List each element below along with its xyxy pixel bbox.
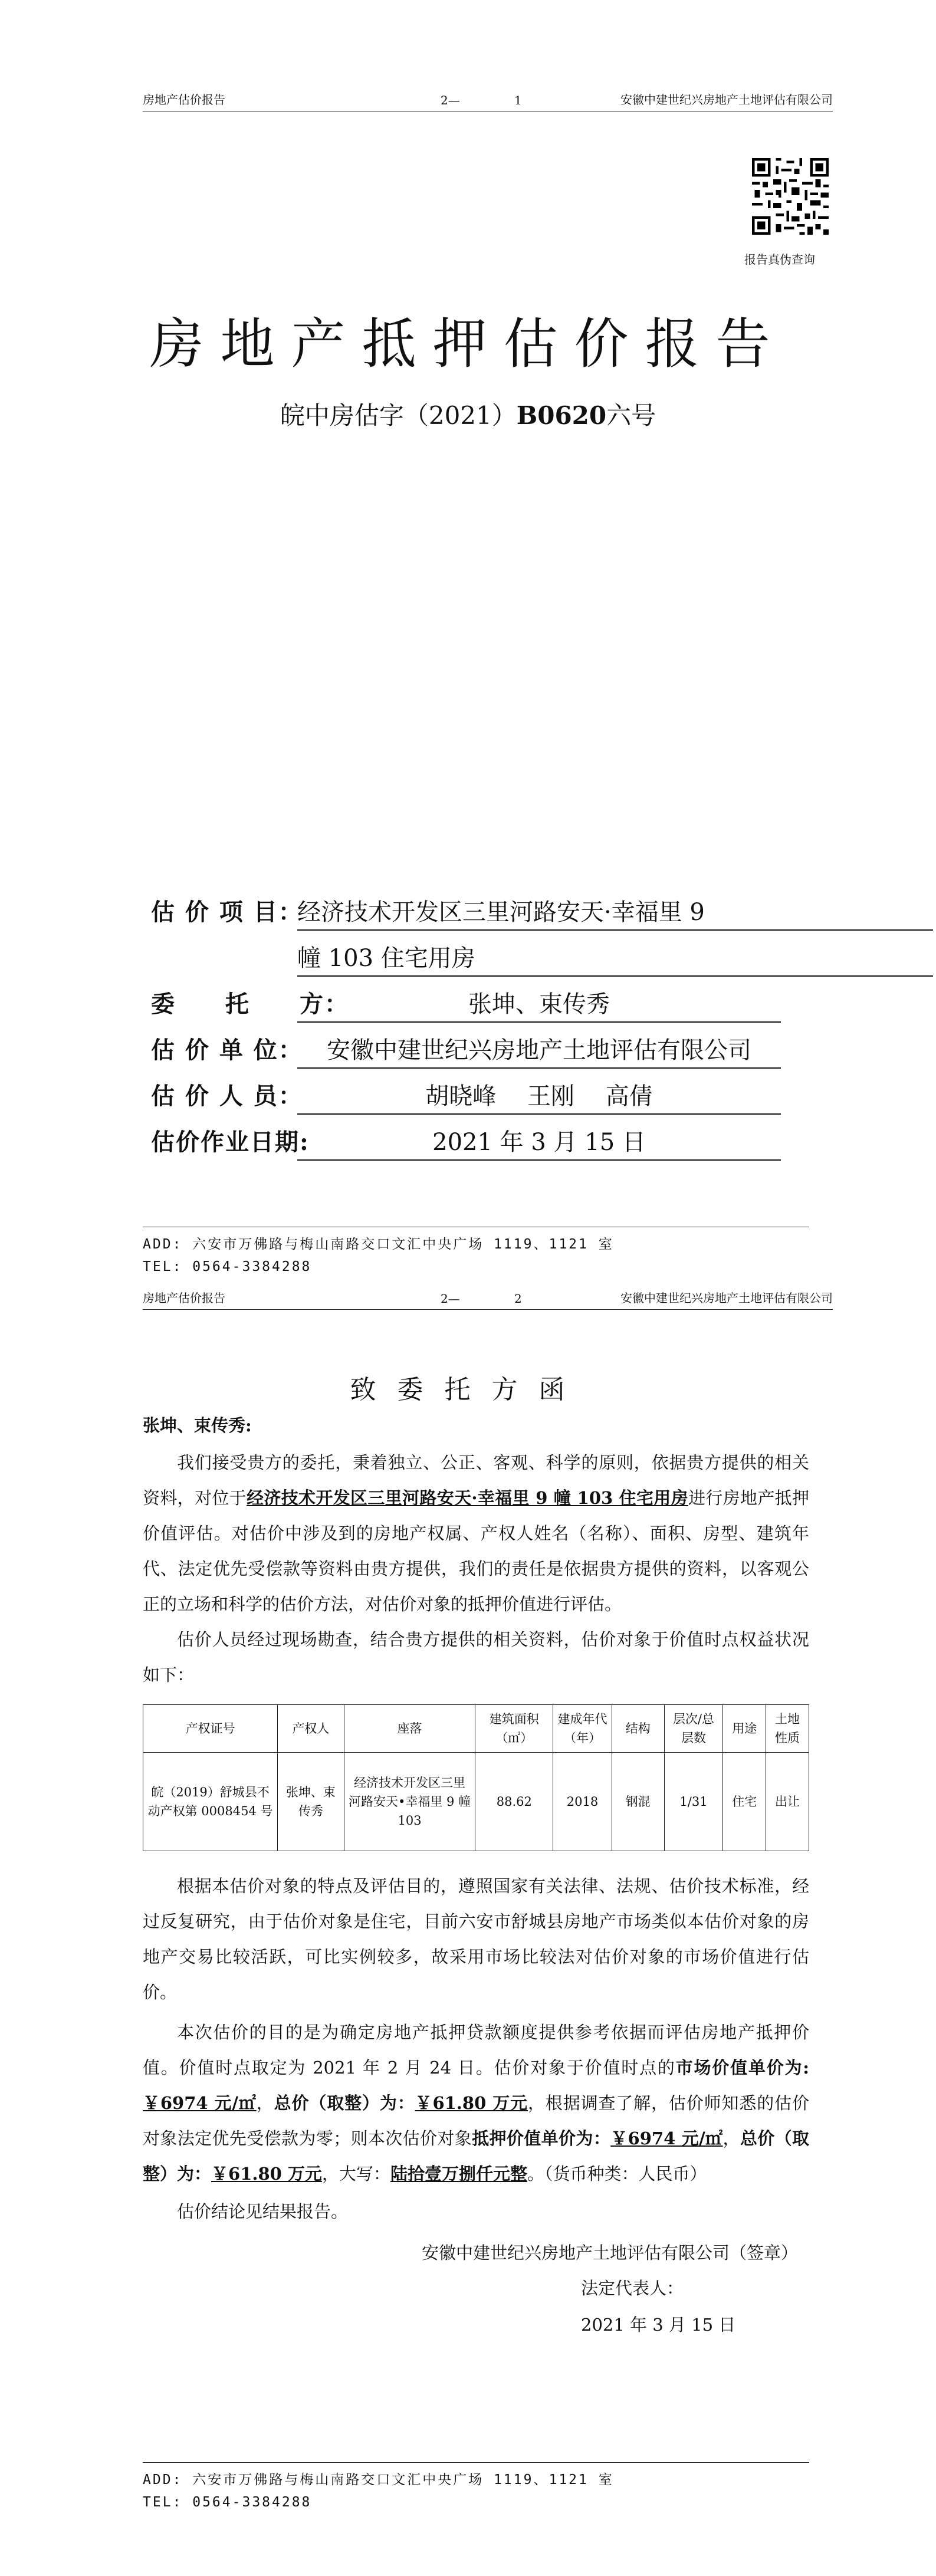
para4-market-unit-price: ￥6974 元/㎡ bbox=[143, 2093, 257, 2113]
header-page-dash: 2— bbox=[441, 93, 460, 107]
para4-text: ，大写： bbox=[321, 2164, 390, 2184]
report-title: 房地产抵押估价报告 bbox=[149, 313, 787, 376]
field-staff-label: 估 价 人 员： bbox=[151, 1082, 303, 1110]
paragraph-intro bbox=[143, 1445, 809, 1622]
table-cell: 2018 bbox=[553, 1753, 612, 1851]
qr-code-label: 报告真伪查询 bbox=[744, 252, 815, 267]
table-header-cell: 用途 bbox=[723, 1705, 766, 1753]
paragraph-method bbox=[143, 1868, 809, 2010]
para4-text: ，根据调查了解，估价师知悉的估价对象法定优先受偿款为零 bbox=[143, 2093, 809, 2148]
para5-text: 估价结论见结果报告。 bbox=[177, 2202, 349, 2222]
table-header-cell: 建筑面积（㎡） bbox=[475, 1705, 553, 1753]
header-left: 房地产估价报告 bbox=[143, 93, 225, 107]
table-header-row bbox=[143, 1705, 809, 1753]
document-number-suffix: 六号 bbox=[606, 401, 656, 430]
signature-company: 安徽中建世纪兴房地产土地评估有限公司（签章） bbox=[422, 2243, 799, 2263]
para1-property-address: 经济技术开发区三里河路安天·幸福里 9 幢 103 住宅用房 bbox=[247, 1488, 688, 1508]
header-page-dash: 2— bbox=[441, 1292, 460, 1306]
para1-text-c: 进行房地产抵押价值评估。对估价中涉及到的房地产权属、产权人姓名（名称）、面积、房型、建筑年代、法定优先受偿款等资料由贵方提供，我们的责任是依据贵方提供的资料，以客观公正的立场和科学的估价方法，对估价对象的抵押价值进行评估。 bbox=[143, 1488, 809, 1614]
table-header-cell: 产权人 bbox=[278, 1705, 344, 1753]
field-project-label: 估 价 项 目： bbox=[151, 898, 303, 926]
table-row bbox=[143, 1753, 809, 1851]
para4-mortgage-unit-price: ￥6974 元/㎡ bbox=[610, 2128, 723, 2148]
para4-mortgage-total-label: 总价（取整）为： bbox=[143, 2128, 809, 2184]
para3-text: 根据本估价对象的特点及评估目的，遵照国家有关法律、法规、估价技术标准，经过反复研究，由于估价对象是住宅，目前六安市舒城县房地产市场类似本估价对象的房地产交易比较活跃，可比实例较多，故采用市场比较法对估价对象的市场价值进行估价。 bbox=[143, 1876, 809, 2002]
table-cell: 经济技术开发区三里河路安天•幸福里 9 幢 103 bbox=[344, 1753, 475, 1851]
letter-title: 致委托方函 bbox=[350, 1375, 586, 1405]
page-footer bbox=[143, 1227, 809, 1278]
table-cell: 住宅 bbox=[723, 1753, 766, 1851]
footer-address: ADD: 六安市万佛路与梅山南路交口文汇中央广场 1119、1121 室 bbox=[143, 2472, 614, 2488]
field-staff-value: 胡晓峰 王刚 高倩 bbox=[297, 1077, 781, 1115]
field-unit-label: 估 价 单 位： bbox=[151, 1036, 303, 1064]
para4-text: 本次估价的目的是为确定房地产抵押贷款额度提供参考依据而评估房地产抵押价值。价值时点取定为 2021 年 2 月 24 日。估价对象于价值时点的 bbox=[143, 2022, 809, 2078]
footer-divider bbox=[143, 2462, 809, 2463]
page-header bbox=[143, 1286, 833, 1310]
table-cell: 1/31 bbox=[664, 1753, 723, 1851]
para4-sep: ， bbox=[722, 2128, 740, 2148]
table-header-cell: 座落 bbox=[344, 1705, 475, 1753]
paragraph-valuation bbox=[143, 2015, 809, 2191]
header-page-number: 1 bbox=[514, 93, 522, 107]
signature-date: 2021 年 3 月 15 日 bbox=[581, 2315, 736, 2335]
table-cell: 88.62 bbox=[475, 1753, 553, 1851]
footer-address: ADD: 六安市万佛路与梅山南路交口文汇中央广场 1119、1121 室 bbox=[143, 1237, 614, 1252]
table-cell: 钢混 bbox=[612, 1753, 664, 1851]
para4-amount-in-words: 陆拾壹万捌仟元整 bbox=[390, 2164, 527, 2184]
field-date-label: 估价作业日期: bbox=[151, 1128, 310, 1156]
para4-text: 。（货币种类：人民币） bbox=[527, 2164, 707, 2184]
table-header-cell: 建成年代（年） bbox=[553, 1705, 612, 1753]
table-header-cell: 层次/总层数 bbox=[664, 1705, 723, 1753]
header-right: 安徽中建世纪兴房地产土地评估有限公司 bbox=[620, 1291, 833, 1305]
field-date-value: 2021 年 3 月 15 日 bbox=[297, 1123, 781, 1161]
cover-page bbox=[0, 0, 936, 1286]
qr-code-icon[interactable] bbox=[752, 158, 829, 235]
para4-mortgage-unit-label: 抵押价值单价为： bbox=[472, 2128, 611, 2148]
table-cell: 出让 bbox=[766, 1753, 809, 1851]
page-header bbox=[143, 87, 833, 111]
table-header-cell: 产权证号 bbox=[143, 1705, 278, 1753]
para2-text: 估价人员经过现场勘查，结合贵方提供的相关资料，估价对象于价值时点权益状况如下： bbox=[143, 1629, 809, 1685]
table-header-cell: 土地性质 bbox=[766, 1705, 809, 1753]
paragraph-survey bbox=[143, 1622, 809, 1693]
property-table bbox=[143, 1704, 809, 1851]
document-number bbox=[0, 396, 936, 432]
header-left: 房地产估价报告 bbox=[143, 1291, 225, 1305]
table-header-cell: 结构 bbox=[612, 1705, 664, 1753]
page-footer bbox=[143, 2462, 809, 2513]
footer-phone: TEL: 0564-3384288 bbox=[143, 2495, 312, 2510]
field-client-value: 张坤、束传秀 bbox=[297, 985, 781, 1023]
header-right: 安徽中建世纪兴房地产土地评估有限公司 bbox=[620, 93, 833, 107]
paragraph-conclusion bbox=[143, 2194, 809, 2229]
para4-sep: ， bbox=[256, 2093, 274, 2113]
signature-legal-rep: 法定代表人： bbox=[581, 2278, 684, 2298]
field-unit-value: 安徽中建世纪兴房地产土地评估有限公司 bbox=[297, 1031, 781, 1069]
footer-phone: TEL: 0564-3384288 bbox=[143, 1259, 312, 1274]
para4-market-total-label: 总价（取整）为： bbox=[274, 2093, 415, 2113]
document-number-code: B0620 bbox=[516, 401, 607, 430]
para4-market-total: ￥61.80 万元 bbox=[415, 2093, 528, 2113]
field-client-label: 委 托 方： bbox=[151, 990, 349, 1018]
table-cell: 皖（2019）舒城县不动产权第 0008454 号 bbox=[143, 1753, 278, 1851]
para1-text-a: 我们接受贵方的委托，秉着独立、公正、客观、科学的原则，依据贵方提供的相关资料，对位于 bbox=[143, 1453, 809, 1508]
document-number-prefix: 皖中房估字（2021） bbox=[280, 401, 517, 430]
field-project-value-line1: 经济技术开发区三里河路安天·幸福里 9 bbox=[297, 893, 933, 931]
salutation: 张坤、束传秀: bbox=[143, 1415, 252, 1435]
para4-market-unit-label: 市场价值单价为: bbox=[675, 2058, 809, 2078]
para4-text: ；则本次估价对象 bbox=[333, 2128, 472, 2148]
letter-page bbox=[0, 1286, 936, 2576]
para4-mortgage-total: ￥61.80 万元 bbox=[211, 2164, 322, 2184]
table-cell: 张坤、束传秀 bbox=[278, 1753, 344, 1851]
field-project-value-line2: 幢 103 住宅用房 bbox=[297, 939, 933, 977]
header-page-number: 2 bbox=[514, 1292, 522, 1306]
